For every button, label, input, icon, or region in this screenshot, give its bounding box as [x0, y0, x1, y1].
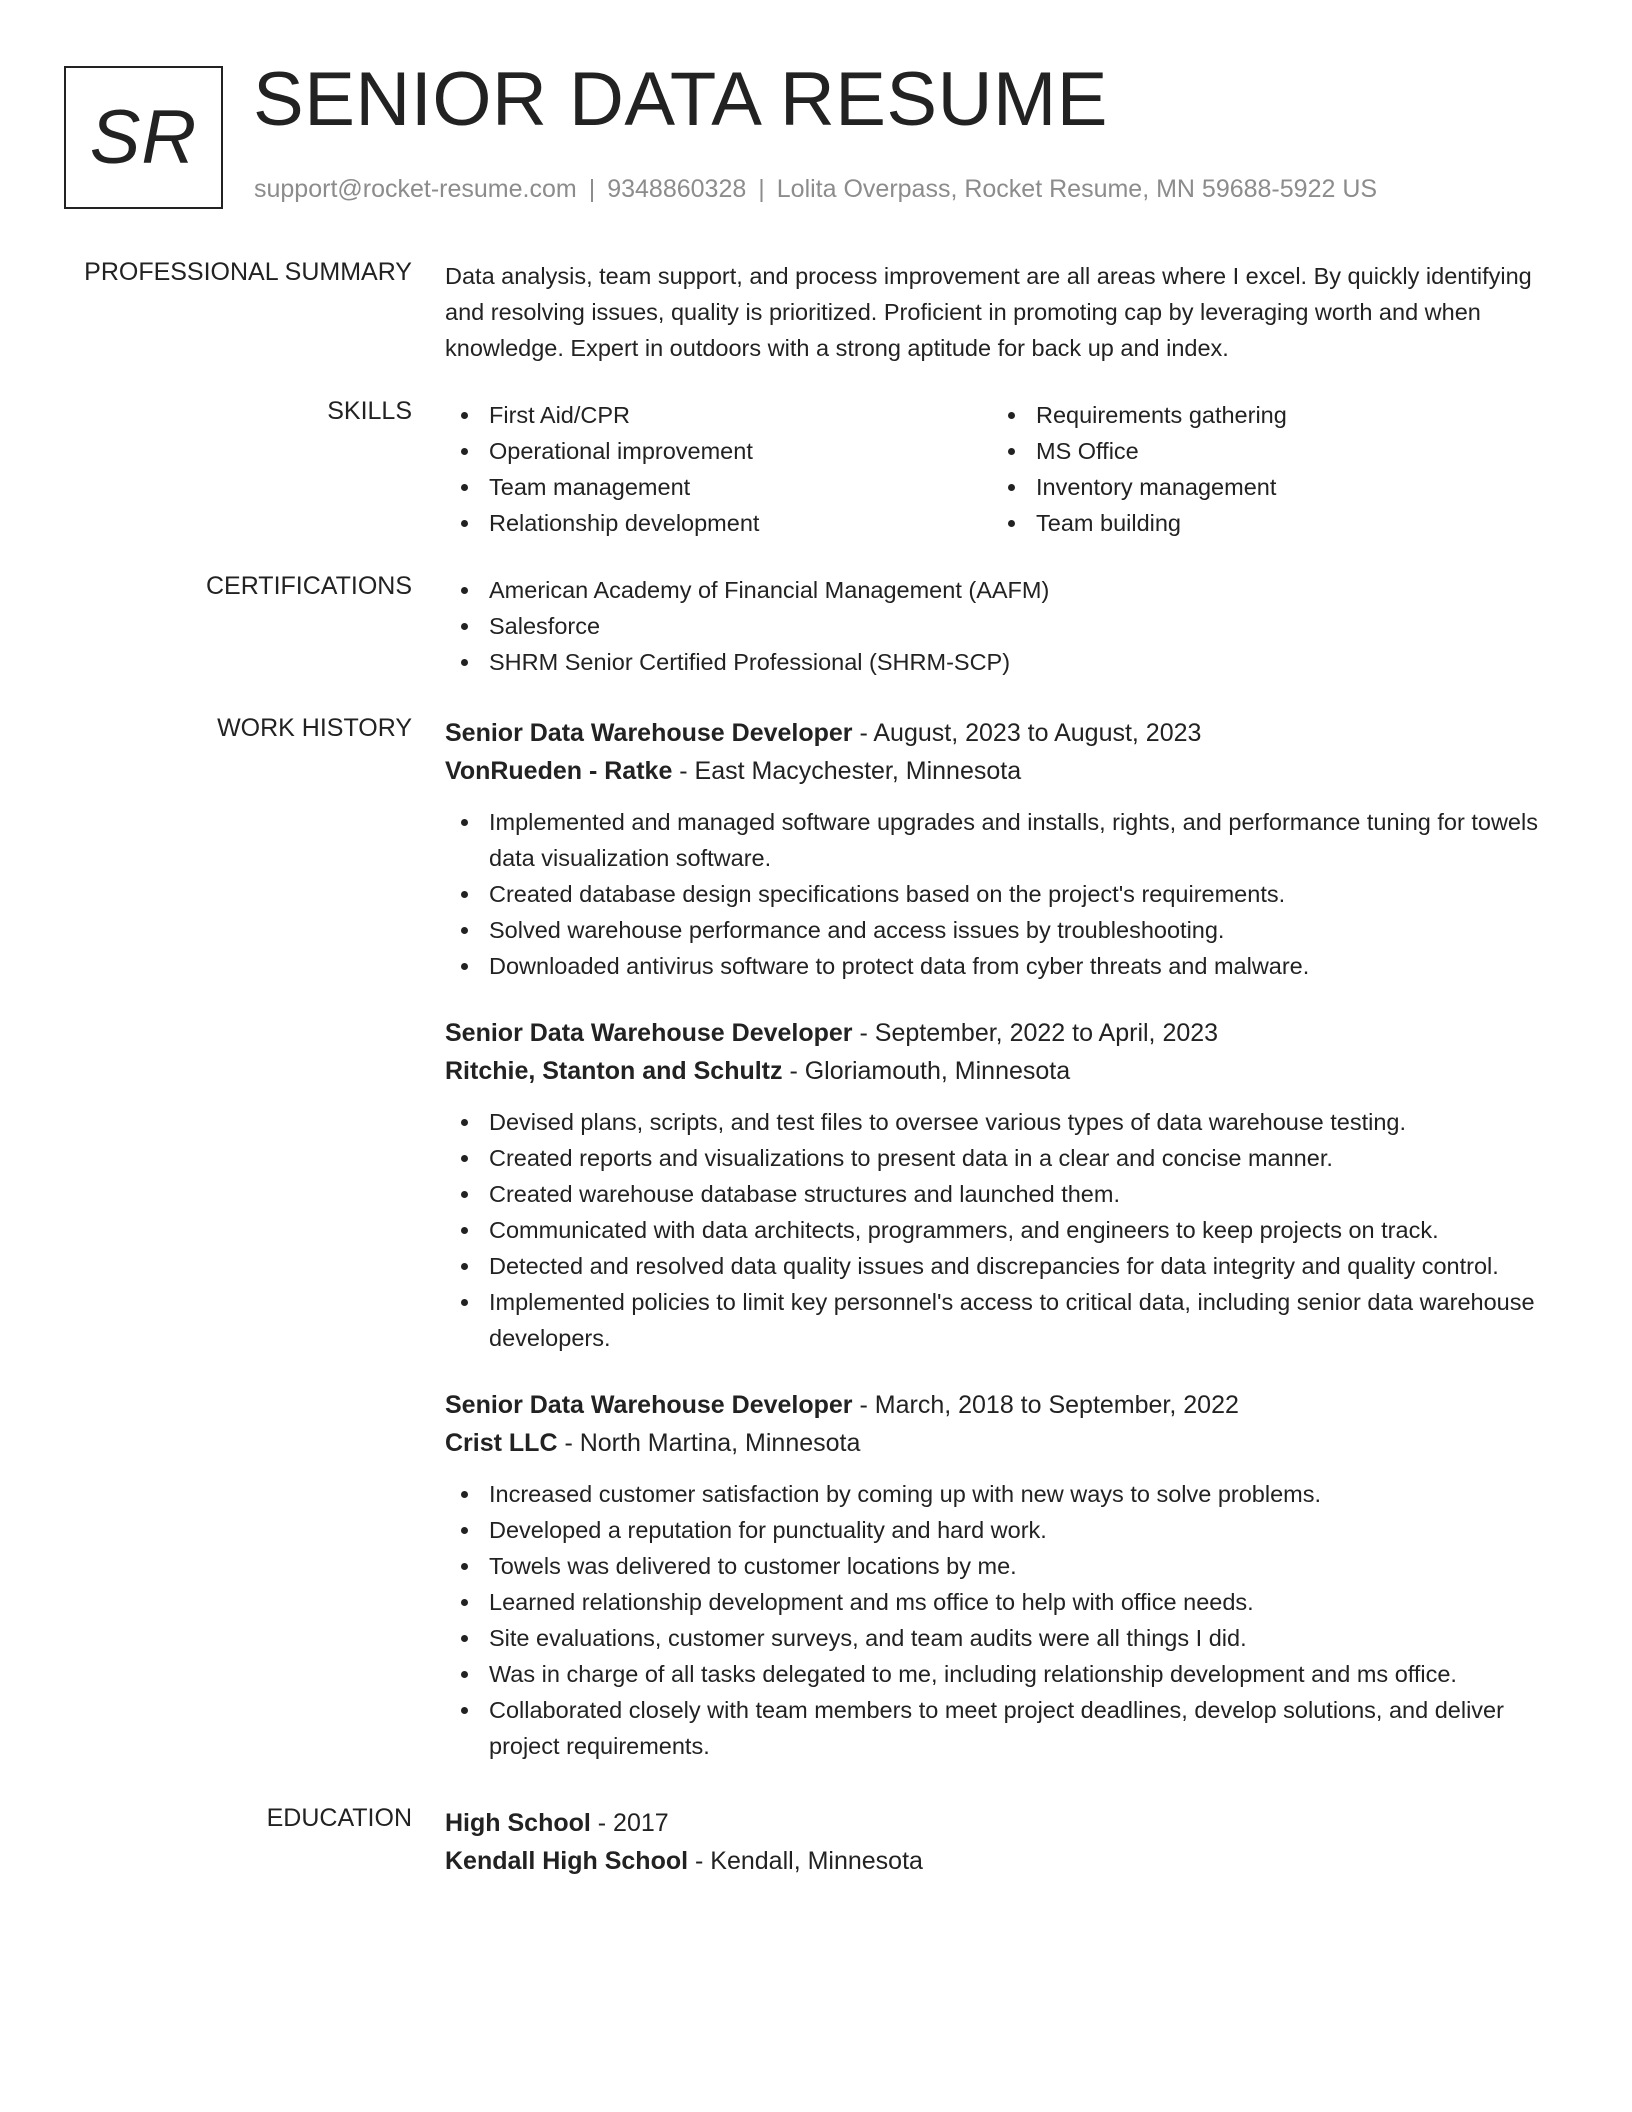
work-history-body — [445, 714, 1560, 1794]
job-dates: - August, 2023 to August, 2023 — [852, 719, 1202, 747]
job-bullet: Detected and resolved data quality issues and discrepancies for data integrity and quality control. — [445, 1248, 1560, 1284]
education-year: - 2017 — [590, 1809, 669, 1837]
skill-item: Team management — [445, 469, 992, 505]
contact-address: Lolita Overpass, Rocket Resume, MN 59688-5922 US — [776, 175, 1378, 203]
job-location: - Gloriamouth, Minnesota — [782, 1057, 1071, 1085]
job-bullet: Communicated with data architects, programmers, and engineers to keep projects on track. — [445, 1212, 1560, 1248]
job-company: Ritchie, Stanton and Schultz — [445, 1057, 783, 1085]
job-company-line — [445, 1052, 1560, 1090]
job-bullet: Implemented policies to limit key personnel's access to critical data, including senior data warehouse developers. — [445, 1284, 1560, 1356]
certifications-list — [445, 572, 1560, 680]
job-entry — [445, 1014, 1560, 1356]
job-company: Crist LLC — [445, 1429, 558, 1457]
section-title: EDUCATION — [266, 1804, 412, 1832]
job-bullet: Created reports and visualizations to present data in a clear and concise manner. — [445, 1140, 1560, 1176]
job-bullet: Downloaded antivirus software to protect data from cyber threats and malware. — [445, 948, 1560, 984]
job-bullet: Was in charge of all tasks delegated to me, including relationship development and ms office. — [445, 1656, 1560, 1692]
job-bullet: Learned relationship development and ms office to help with office needs. — [445, 1584, 1560, 1620]
job-role: Senior Data Warehouse Developer — [445, 719, 853, 747]
skill-item: Team building — [992, 505, 1539, 541]
job-bullet: Site evaluations, customer surveys, and team audits were all things I did. — [445, 1620, 1560, 1656]
section-title: PROFESSIONAL SUMMARY — [84, 258, 412, 286]
job-location: - North Martina, Minnesota — [557, 1429, 861, 1457]
certification-item: Salesforce — [445, 608, 1560, 644]
skill-item: MS Office — [992, 433, 1539, 469]
job-bullet: Devised plans, scripts, and test files to oversee various types of data warehouse testing. — [445, 1104, 1560, 1140]
contact-separator: | — [758, 175, 765, 203]
education-location: - Kendall, Minnesota — [688, 1847, 923, 1875]
job-company: VonRueden - Ratke — [445, 757, 673, 785]
contact-email[interactable]: support@rocket-resume.com — [254, 175, 577, 203]
skill-item: Inventory management — [992, 469, 1539, 505]
job-bullets — [445, 1104, 1560, 1356]
section-title: CERTIFICATIONS — [205, 572, 412, 600]
job-role-line — [445, 714, 1560, 752]
skills-column-right — [992, 397, 1539, 541]
job-role: Senior Data Warehouse Developer — [445, 1019, 853, 1047]
job-bullet: Created database design specifications based on the project's requirements. — [445, 876, 1560, 912]
job-bullets — [445, 1476, 1560, 1764]
job-bullet: Towels was delivered to customer locations by me. — [445, 1548, 1560, 1584]
education-school: Kendall High School — [445, 1847, 689, 1875]
skill-item: First Aid/CPR — [445, 397, 992, 433]
job-dates: - March, 2018 to September, 2022 — [852, 1391, 1239, 1419]
section-title: WORK HISTORY — [217, 714, 412, 742]
skills-column-left — [445, 397, 992, 541]
job-bullet: Solved warehouse performance and access issues by troubleshooting. — [445, 912, 1560, 948]
education-degree-line — [445, 1804, 1560, 1842]
job-dates: - September, 2022 to April, 2023 — [852, 1019, 1219, 1047]
contact-line — [254, 175, 1377, 204]
education-degree: High School — [445, 1809, 591, 1837]
skill-item: Requirements gathering — [992, 397, 1539, 433]
job-entry — [445, 1386, 1560, 1764]
resume-title: SENIOR DATA RESUME — [253, 57, 1108, 142]
job-location: - East Macychester, Minnesota — [672, 757, 1022, 785]
job-bullets — [445, 804, 1560, 984]
skills-list — [445, 397, 1560, 541]
job-bullet: Developed a reputation for punctuality and hard work. — [445, 1512, 1560, 1548]
job-bullet: Created warehouse database structures and launched them. — [445, 1176, 1560, 1212]
skill-item: Operational improvement — [445, 433, 992, 469]
education-school-line — [445, 1842, 1560, 1880]
job-bullet: Collaborated closely with team members to meet project deadlines, develop solutions, and deliver project requirements. — [445, 1692, 1560, 1764]
job-entry — [445, 714, 1560, 984]
job-company-line — [445, 752, 1560, 790]
skill-item: Relationship development — [445, 505, 992, 541]
certifications-body — [445, 572, 1560, 680]
contact-separator: | — [588, 175, 596, 203]
job-bullet: Implemented and managed software upgrades and installs, rights, and performance tuning for towels data visualization software. — [445, 804, 1560, 876]
job-role: Senior Data Warehouse Developer — [445, 1391, 853, 1419]
certification-item: SHRM Senior Certified Professional (SHRM-SCP) — [445, 644, 1560, 680]
job-bullet: Increased customer satisfaction by coming up with new ways to solve problems. — [445, 1476, 1560, 1512]
job-role-line — [445, 1386, 1560, 1424]
monogram: SR — [64, 66, 223, 209]
summary-text: Data analysis, team support, and process improvement are all areas where I excel. By quickly identifying and resolving issues, quality is prioritized. Proficient in promoting cap by leveraging worth and when knowledge. Expert in outdoors with a strong aptitude for back up and index. — [445, 263, 1532, 361]
job-role-line — [445, 1014, 1560, 1052]
education-body — [445, 1804, 1560, 1880]
certification-item: American Academy of Financial Management (AAFM) — [445, 572, 1560, 608]
job-company-line — [445, 1424, 1560, 1462]
section-title: SKILLS — [327, 397, 412, 425]
contact-phone[interactable]: 9348860328 — [607, 175, 747, 203]
